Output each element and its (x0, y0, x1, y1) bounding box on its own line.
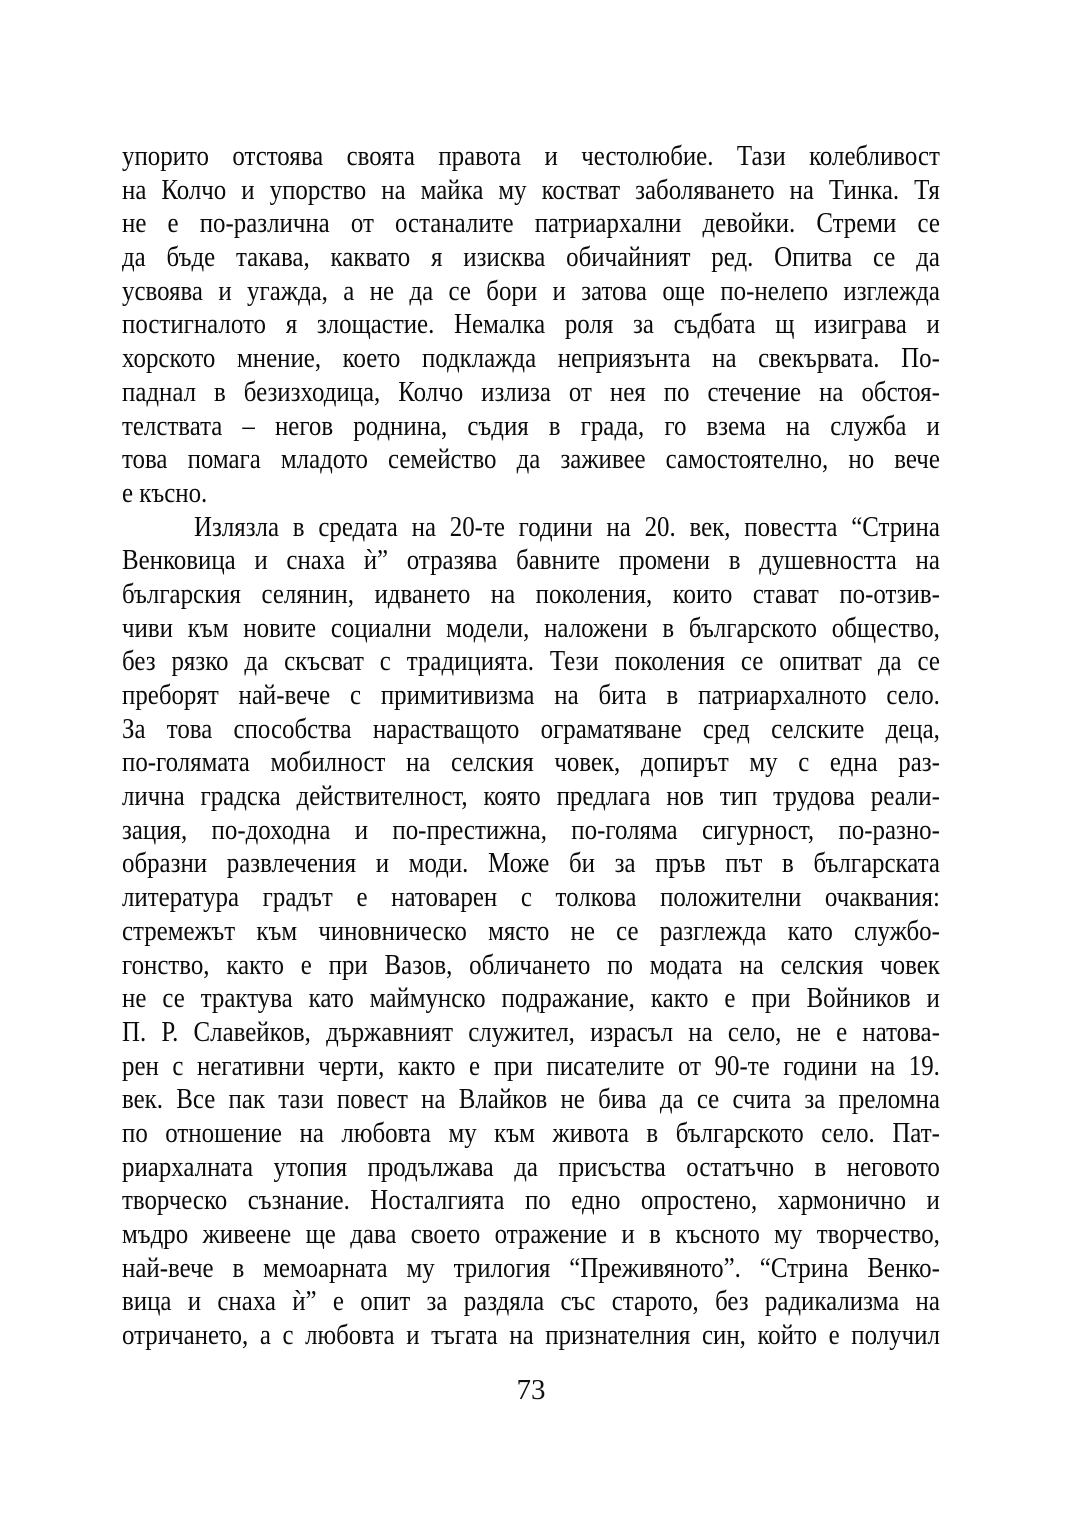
text-line: е късно. (122, 477, 208, 509)
body-text (122, 140, 940, 1353)
text-line: Излязла в средата на 20-те години на 20. век, повестта “Стрина (194, 511, 940, 543)
text-line: на Колчо и упорство на майка му костват заболяването на Тинка. Тя (122, 174, 940, 206)
text-line: най-вече в мемоарната му трилогия “Преживяното”. “Стрина Венко- (122, 1252, 940, 1284)
text-line: рен с негативни черти, както е при писателите от 90-те години на 19. (122, 1050, 940, 1082)
text-line: мъдро живеене ще дава своето отражение и в късното му творчество, (122, 1219, 940, 1250)
text-line: П. Р. Славейков, държавният служител, израсъл на село, не е натова- (122, 1016, 940, 1048)
text-line: не се трактува като маймунско подражание, както е при Войников и (122, 983, 940, 1015)
text-line: преборят най-вече с примитивизма на бита в патриархалното село. (122, 680, 940, 711)
text-line: българския селянин, идването на поколения, които стават по-отзив- (122, 578, 940, 610)
text-line: по отношение на любовта му към живота в българското село. Пат- (122, 1117, 940, 1149)
text-line: образни развлечения и моди. Може би за пръв път в българската (122, 848, 940, 880)
text-line: телствата – негов роднина, съдия в града, го взема на служба и (122, 410, 940, 442)
text-line: век. Все пак тази повест на Влайков не бива да се счита за преломна (122, 1084, 940, 1116)
text-line: чиви към новите социални модели, наложени в българското общество, (122, 612, 940, 644)
text-line: постигналото я злощастие. Немалка роля за съдбата щ изиграва и (122, 309, 940, 341)
text-line: по-голямата мобилност на селския човек, допирът му с една раз- (122, 747, 940, 779)
text-line: литература градът е натоварен с толкова положителни очаквания: (122, 882, 940, 914)
text-line: зация, по-доходна и по-престижна, по-голяма сигурност, по-разно- (122, 814, 940, 846)
text-line: Венковица и снаха ѝ” отразява бавните промени в душевността на (122, 545, 940, 577)
text-line: риархалната утопия продължава да присъства остатъчно в неговото (122, 1151, 940, 1183)
text-line: усвоява и угажда, а не да се бори и затова още по-нелепо изглежда (122, 275, 940, 307)
text-line: упорито отстоява своята правота и честолюбие. Тази колебливост (122, 141, 940, 172)
text-line: творческо съзнание. Носталгията по едно опростено, хармонично и (122, 1185, 940, 1217)
text-line: лична градска действителност, която предлага нов тип трудова реали- (122, 781, 940, 813)
paragraph (122, 511, 940, 1353)
text-line: отричането, а с любовта и тъгата на признателния син, който е получил (122, 1320, 940, 1352)
text-line: да бъде такава, каквато я изисква обичайният ред. Опитва се да (122, 242, 940, 274)
text-line: гонство, както е при Вазов, обличането по модата на селския човек (122, 949, 940, 981)
page-number: 73 (516, 1374, 546, 1406)
text-line: паднал в безизходица, Колчо излиза от нея по стечение на обстоя- (122, 376, 940, 408)
text-line: това помага младото семейство да заживее самостоятелно, но вече (122, 444, 940, 476)
text-line: стремежът към чиновническо място не се разглежда като службо- (122, 915, 940, 947)
text-line: хорското мнение, което подклажда неприязънта на свекървата. По- (122, 343, 940, 375)
text-line: не е по-различна от останалите патриархални девойки. Стреми се (122, 208, 940, 240)
text-line: без рязко да скъсват с традицията. Тези поколения се опитват да се (122, 646, 940, 678)
paragraph (122, 140, 940, 511)
text-line: вица и снаха ѝ” е опит за раздяла със старото, без радикализма на (122, 1286, 940, 1318)
text-line: За това способства нарастващото ограматяване сред селските деца, (122, 713, 940, 745)
